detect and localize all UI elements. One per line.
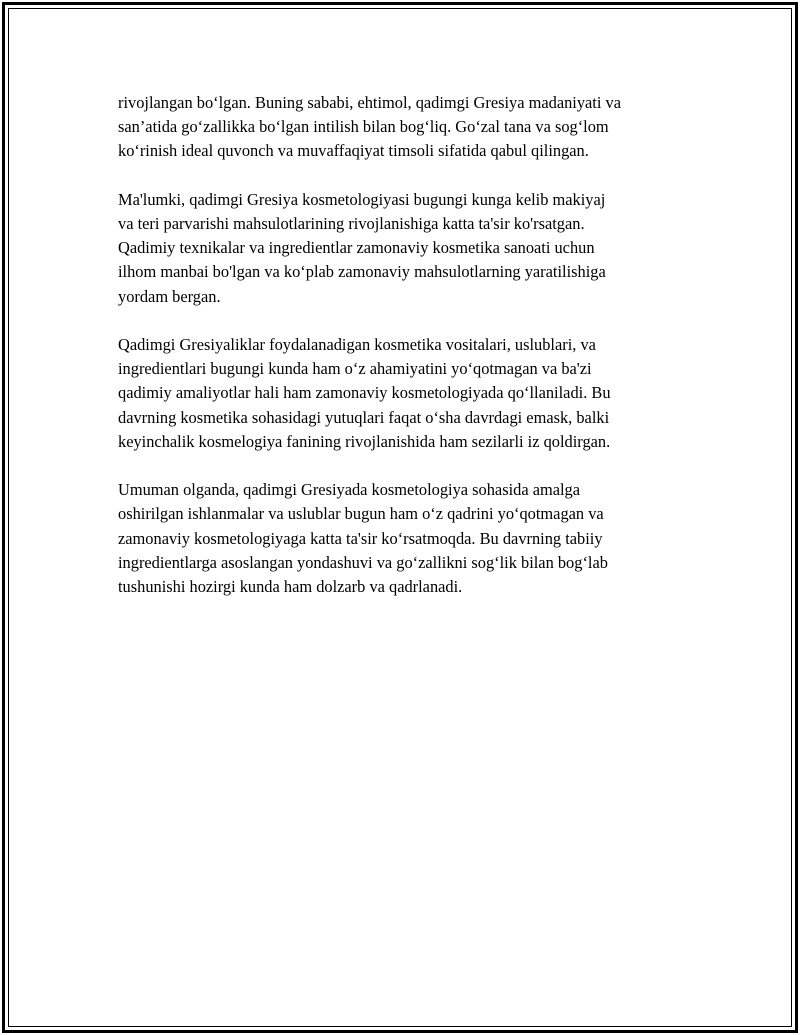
paragraph-line: zamonaviy kosmetologiyaga katta ta'sir ko‘rsatmoqda. Bu davrning tabiiy [118, 528, 603, 548]
paragraph-1 [118, 91, 698, 164]
paragraph-line: va teri parvarishi mahsulotlarining rivojlanishiga katta ta'sir ko'rsatgan. [118, 214, 585, 233]
paragraph-line: yordam bergan. [118, 286, 221, 306]
paragraph-line: keyinchalik kosmelogiya fanining rivojlanishida ham sezilarli iz qoldirgan. [118, 431, 611, 451]
paragraph-line: ilhom manbai bo'lgan va ko‘plab zamonaviy mahsulotlarning yaratilishiga [118, 262, 606, 282]
paragraph-3 [118, 333, 698, 454]
paragraph-line: qadimiy amaliyotlar hali ham zamonaviy kosmetologiyada qo‘llaniladi. Bu [118, 383, 611, 403]
paragraph-line: davrning kosmetika sohasidagi yutuqlari faqat o‘sha davrdagi emask, balki [118, 407, 610, 427]
paragraph-line: Umuman olganda, qadimgi Gresiyada kosmetologiya sohasida amalga [118, 480, 581, 500]
paragraph-line: ko‘rinish ideal quvonch va muvaffaqiyat timsoli sifatida qabul qilingan. [118, 141, 589, 161]
paragraph-line: Ma'lumki, qadimgi Gresiya kosmetologiyasi bugungi kunga kelib makiyaj [118, 189, 606, 209]
paragraph-line: oshirilgan ishlanmalar va uslublar bugun ham o‘z qadrini yo‘qotmagan va [118, 504, 604, 524]
paragraph-4 [118, 478, 698, 599]
paragraph-line: ingredientlari bugungi kunda ham o‘z ahamiyatini yo‘qotmagan va ba'zi [118, 359, 592, 379]
document-body [118, 91, 698, 623]
paragraph-line: Qadimiy texnikalar va ingredientlar zamonaviy kosmetika sanoati uchun [118, 238, 595, 258]
paragraph-line: rivojlangan bo‘lgan. Buning sababi, ehtimol, qadimgi Gresiya madaniyati va [118, 93, 621, 112]
paragraph-line: Qadimgi Gresiyaliklar foydalanadigan kosmetika vositalari, uslublari, va [118, 335, 596, 354]
paragraph-line: ingredientlarga asoslangan yondashuvi va go‘zallikni sog‘lik bilan bog‘lab [118, 552, 608, 572]
paragraph-2 [118, 188, 698, 309]
paragraph-line: san’atida go‘zallikka bo‘lgan intilish bilan bog‘liq. Go‘zal tana va sog‘lom [118, 117, 609, 137]
paragraph-line: tushunishi hozirgi kunda ham dolzarb va qadrlanadi. [118, 577, 463, 597]
